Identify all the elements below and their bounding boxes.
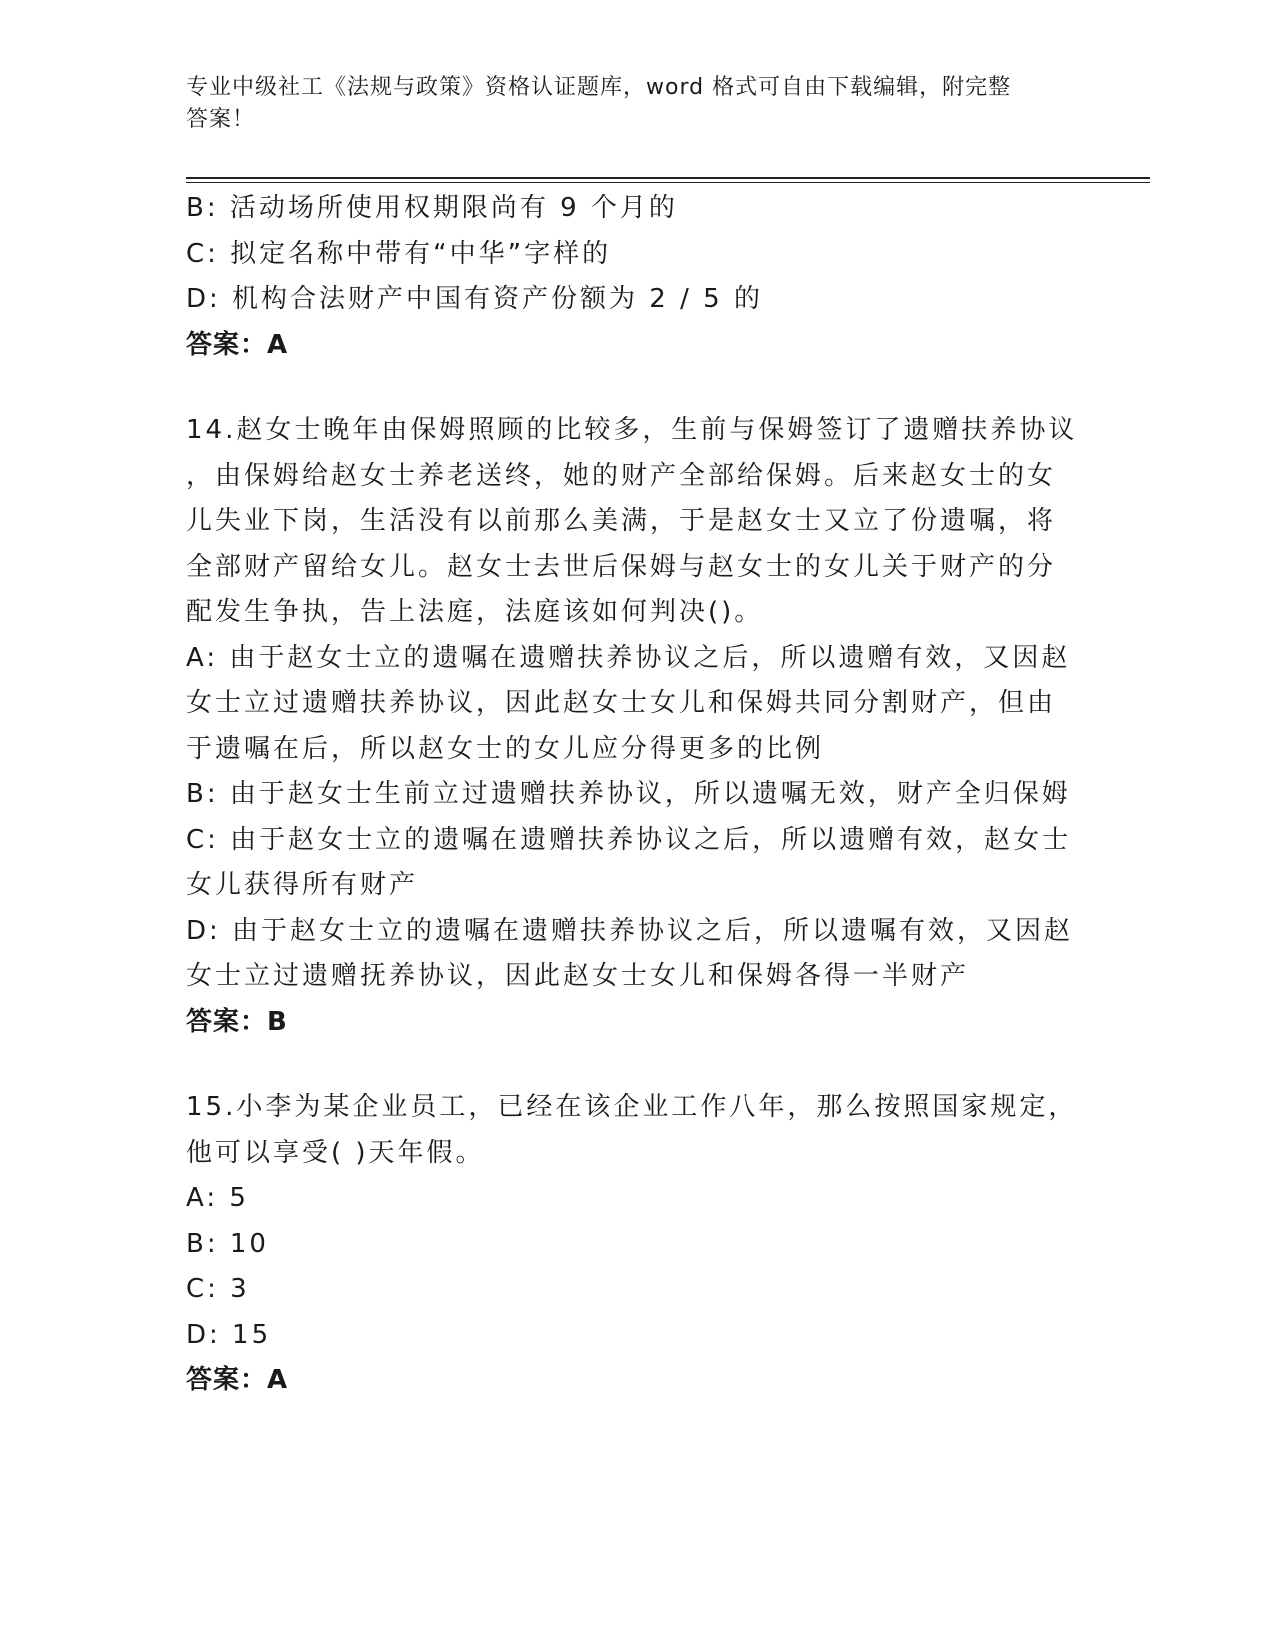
question-15 <box>186 1085 1086 1404</box>
q15-answer: 答案：A <box>186 1365 289 1395</box>
q15-option-b: B: 10 <box>186 1228 269 1259</box>
q14-stem-line: 14.赵女士晚年由保姆照顾的比较多，生前与保姆签订了遗赠扶养协议 <box>186 415 1078 445</box>
q14-option-c-line: C: 由于赵女士立的遗嘱在遗赠扶养协议之后，所以遗赠有效，赵女士 <box>186 824 1072 855</box>
q15-option-d: D: 15 <box>186 1319 272 1350</box>
q13-option-c: C: 拟定名称中带有“中华”字样的 <box>186 238 612 269</box>
document-header <box>186 72 1086 136</box>
q13-option-d: D: 机构合法财产中国有资产份额为 2 / 5 的 <box>186 284 763 314</box>
q15-stem-line: 他可以享受( )天年假。 <box>186 1137 485 1168</box>
q14-stem-line: 全部财产留给女儿。赵女士去世后保姆与赵女士的女儿关于财产的分 <box>186 551 1057 582</box>
q14-stem-line: ，由保姆给赵女士养老送终，她的财产全部给保姆。后来赵女士的女 <box>186 460 1057 491</box>
q14-option-b: B: 由于赵女士生前立过遗赠扶养协议，所以遗嘱无效，财产全归保姆 <box>186 779 1071 809</box>
q13-answer: 答案：A <box>186 329 289 360</box>
q13-option-b: B: 活动场所使用权期限尚有 9 个月的 <box>186 193 678 223</box>
question-spacer <box>186 368 1086 408</box>
header-line-1: 专业中级社工《法规与政策》资格认证题库，word 格式可自由下载编辑，附完整 <box>186 75 1012 100</box>
header-divider-thin <box>186 182 1150 183</box>
question-13 <box>186 186 1086 368</box>
header-line-2: 答案！ <box>186 107 256 132</box>
q15-stem-line: 15.小李为某企业员工，已经在该企业工作八年，那么按照国家规定， <box>186 1092 1078 1122</box>
q14-stem-line: 儿失业下岗，生活没有以前那么美满，于是赵女士又立了份遗嘱，将 <box>186 506 1057 536</box>
question-14 <box>186 408 1086 1045</box>
question-content <box>186 186 1086 1404</box>
q14-option-d-line: 女士立过遗赠抚养协议，因此赵女士女儿和保姆各得一半财产 <box>186 961 970 991</box>
q14-answer: 答案：B <box>186 1006 288 1037</box>
q14-option-a-line: A: 由于赵女士立的遗嘱在遗赠扶养协议之后，所以遗赠有效，又因赵 <box>186 642 1071 673</box>
q15-option-c: C: 3 <box>186 1274 250 1304</box>
question-spacer <box>186 1045 1086 1085</box>
header-divider-thick <box>186 177 1150 179</box>
q14-option-d-line: D: 由于赵女士立的遗嘱在遗赠扶养协议之后，所以遗嘱有效，又因赵 <box>186 915 1074 946</box>
q14-stem-line: 配发生争执，告上法庭，法庭该如何判决()。 <box>186 597 764 627</box>
q14-option-a-line: 于遗嘱在后，所以赵女士的女儿应分得更多的比例 <box>186 733 825 764</box>
q15-option-a: A: 5 <box>186 1183 249 1213</box>
q14-option-c-line: 女儿获得所有财产 <box>186 870 419 900</box>
q14-option-a-line: 女士立过遗赠扶养协议，因此赵女士女儿和保姆共同分割财产，但由 <box>186 688 1057 718</box>
